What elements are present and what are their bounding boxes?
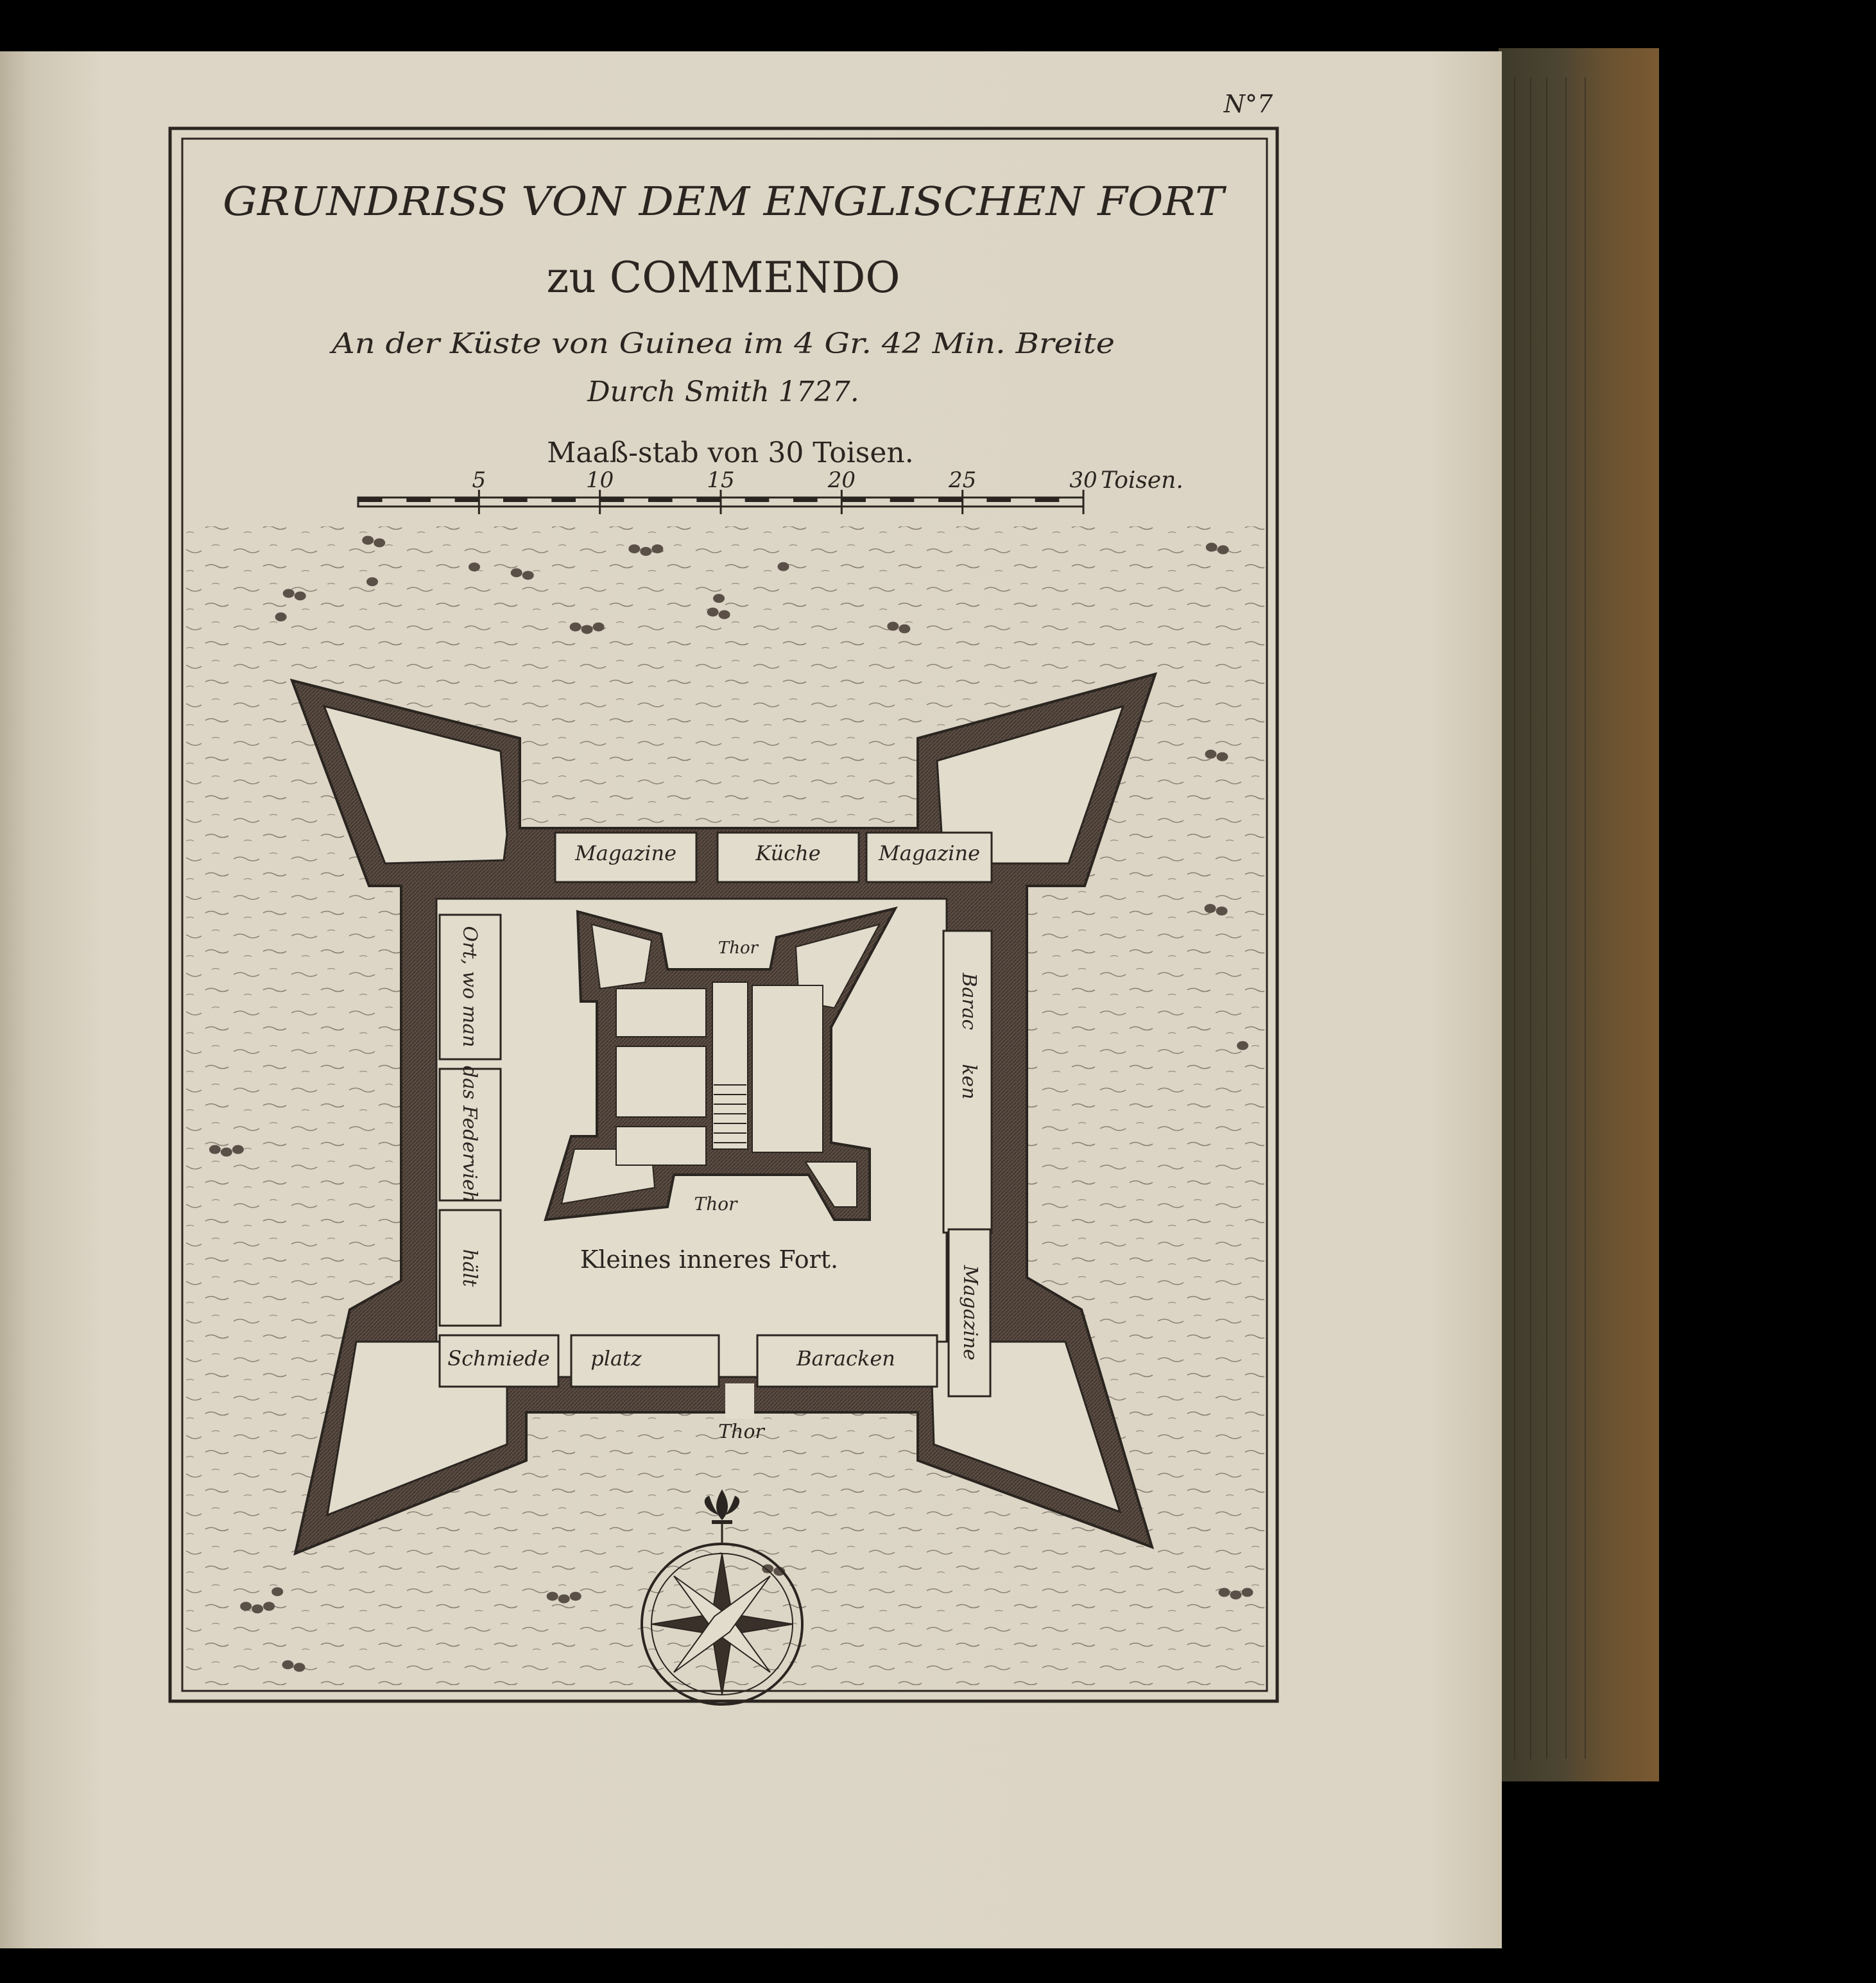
rock — [522, 571, 534, 580]
rock — [1218, 1588, 1230, 1597]
rock — [570, 623, 581, 632]
scale-segment — [1035, 498, 1060, 502]
rock — [1206, 542, 1218, 551]
rock — [1230, 1591, 1241, 1600]
scale-segment — [890, 498, 915, 502]
label-haelt: hält — [458, 1249, 481, 1287]
scale-segment — [455, 498, 479, 502]
rock — [651, 544, 663, 553]
label-magazine-right-vertical: Magazine — [959, 1265, 981, 1361]
rock — [295, 591, 306, 600]
label-schmiede: Schmiede — [447, 1346, 550, 1371]
rock — [899, 625, 910, 634]
rock — [593, 623, 605, 632]
label-thor-outer: Thor — [718, 1421, 764, 1443]
scale-tick-label: 25 — [949, 467, 977, 493]
label-magazine-top-right: Magazine — [878, 841, 981, 865]
scale-tick-label: 30 — [1069, 467, 1097, 493]
scale-segment — [696, 498, 721, 502]
label-magazine-top-left: Magazine — [574, 841, 677, 865]
label-das-federvieh: das Federvieh — [458, 1066, 481, 1203]
rock — [469, 562, 480, 571]
scale-caption: Maaß-stab von 30 Toisen. — [547, 437, 914, 469]
scale-segment — [986, 498, 1011, 502]
scale-segment — [938, 498, 963, 502]
subtitle-line-2: Durch Smith 1727. — [587, 376, 859, 408]
rock — [640, 547, 651, 556]
label-thor-inner-top: Thor — [718, 939, 759, 958]
rock — [628, 544, 640, 553]
rock — [1237, 1041, 1248, 1050]
label-thor-inner-bottom: Thor — [694, 1193, 737, 1215]
rock — [263, 1602, 275, 1611]
book-fore-edge — [1499, 48, 1659, 1781]
scale-segment — [745, 498, 770, 502]
rock — [1205, 904, 1216, 913]
left-page-edge — [0, 51, 31, 1948]
label-kueche: Küche — [755, 841, 821, 865]
scale-tick-label: 20 — [827, 467, 856, 493]
scale-tick-label: 15 — [707, 467, 735, 493]
subtitle-line-1: An der Küste von Guinea im 4 Gr. 42 Min. Breite — [329, 327, 1115, 360]
rock — [1216, 906, 1228, 915]
rock — [1218, 545, 1229, 554]
rock — [366, 577, 378, 586]
rock — [558, 1595, 570, 1604]
rock — [293, 1663, 305, 1672]
rock — [275, 612, 287, 621]
rock — [707, 607, 719, 616]
scale-segment — [503, 498, 528, 502]
rock — [719, 610, 730, 619]
scale-tick-label: 10 — [586, 467, 614, 493]
title-line-2: zu COMMENDO — [546, 253, 900, 302]
rock — [240, 1602, 252, 1611]
scale-segment — [358, 498, 383, 502]
rock — [762, 1564, 773, 1573]
rock — [283, 589, 295, 598]
rock — [547, 1592, 558, 1601]
scale-segment — [600, 498, 624, 502]
rock — [232, 1145, 244, 1154]
label-baracken-top: Barac — [958, 973, 980, 1030]
scale-unit-label: Toisen. — [1101, 467, 1183, 494]
label-ort-wo-man: Ort, wo man — [458, 926, 481, 1048]
scale-segment — [406, 498, 431, 502]
rock — [271, 1587, 283, 1596]
rock — [570, 1592, 581, 1601]
rock — [209, 1145, 221, 1154]
label-platz: platz — [590, 1346, 642, 1371]
rock — [581, 625, 593, 634]
rock — [1241, 1588, 1253, 1597]
rock — [252, 1604, 263, 1613]
scale-segment — [648, 498, 673, 502]
label-baracken-bottom: ken — [958, 1064, 980, 1100]
label-inner-fort: Kleines inneres Fort. — [580, 1245, 839, 1274]
rock — [887, 622, 899, 631]
rock — [778, 562, 789, 571]
rock — [1216, 752, 1228, 761]
rock — [221, 1148, 232, 1157]
scale-segment — [841, 498, 866, 502]
rock — [1205, 750, 1216, 759]
label-baracken: Baracken — [796, 1346, 895, 1371]
scale-segment — [551, 498, 576, 502]
rock — [511, 568, 522, 577]
scale-segment — [793, 498, 818, 502]
rock — [713, 594, 725, 603]
rock — [374, 539, 385, 548]
scale-tick-label: 5 — [472, 467, 486, 493]
compass-rose-icon — [642, 1544, 802, 1704]
title-line-1: GRUNDRISS VON DEM ENGLISCHEN FORT — [223, 178, 1228, 225]
plate-number: N°7 — [1223, 90, 1273, 118]
rock — [362, 536, 374, 545]
rock — [282, 1660, 293, 1669]
